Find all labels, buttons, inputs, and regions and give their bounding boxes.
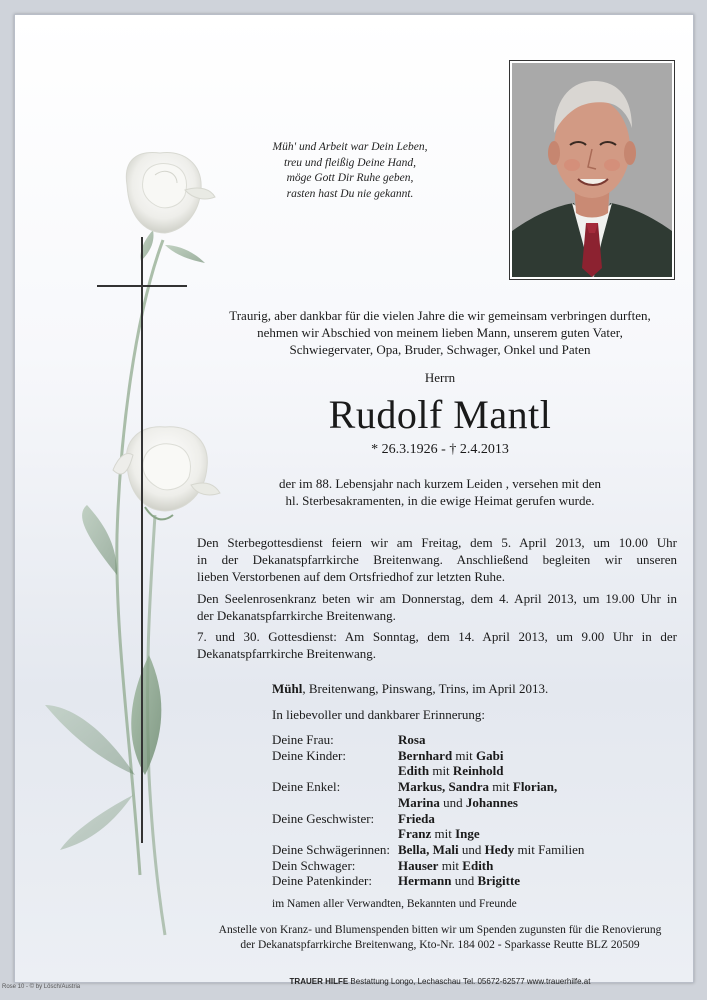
relative-role: Deine Enkel: [272, 779, 341, 795]
relatives-list [272, 732, 584, 889]
relative-name: Marina [398, 794, 440, 810]
cross-horizontal-bar [97, 285, 187, 287]
deceased-name: Rudolf Mantl [328, 392, 552, 437]
donation-line: der Dekanatspfarrkirche Breitenwang, Kto-Nr. 184 002 - Sparkasse Reutte BLZ 20509 [240, 939, 640, 951]
relative-name: Brigitte [477, 873, 521, 889]
portrait-photo [509, 60, 675, 280]
relative-name: Edith [462, 857, 494, 873]
relative-role [272, 763, 398, 779]
donation-line: Anstelle von Kranz- und Blumenspenden bitten wir um Spenden zugunsten für die Renovierung [218, 924, 662, 936]
relative-connector: mit [429, 763, 453, 779]
relative-name: Gabi [476, 747, 504, 763]
relative-names [398, 748, 503, 764]
relative-connector: mit [431, 826, 456, 842]
life-dates: * 26.3.1926 - † 2.4.2013 [371, 442, 509, 457]
obituary-card [14, 14, 694, 986]
relative-row [272, 795, 584, 811]
donation-note [195, 923, 685, 953]
memory-heading: In liebevoller und dankbarer Erinnerung: [272, 707, 485, 722]
verse-line: möge Gott Dir Ruhe geben, [286, 172, 414, 184]
relative-connector: und [439, 794, 466, 810]
footer-brand: TRAUER HILFE [289, 977, 349, 986]
place-bold: Mühl [272, 681, 303, 696]
relative-role: Deine Geschwister: [272, 810, 375, 826]
relative-name: Hauser [398, 857, 439, 873]
relative-name: Johannes [465, 794, 518, 810]
relative-name: Bella, Mali [398, 841, 459, 857]
relative-role: Deine Patenkinder: [272, 873, 372, 889]
relative-names [398, 826, 480, 842]
intro-text [195, 307, 685, 358]
relative-names [398, 779, 557, 795]
relative-row [272, 763, 584, 779]
paragraph-line: Den Sterbegottesdienst feiern wir am Freitag, dem 5. April 2013, um 10.00 Uhr [197, 535, 677, 550]
funeral-service-paragraph [197, 534, 677, 585]
relative-row [272, 732, 584, 748]
relative-name: Bernhard [398, 747, 453, 763]
relative-connector: mit [438, 857, 463, 873]
relative-connector: mit [489, 779, 513, 795]
relative-name: Hedy [484, 841, 515, 857]
relative-name: Edith [398, 763, 430, 779]
relative-role: Deine Kinder: [272, 747, 347, 763]
relative-names [398, 732, 425, 748]
relative-name: Frieda [398, 810, 435, 826]
relative-name: Hermann [398, 873, 452, 889]
relative-names [398, 858, 493, 874]
paragraph-line: in der Dekanatspfarrkirche Breitenwang. Anschließend begleiten wir unseren [197, 552, 677, 567]
relative-row [272, 858, 584, 874]
footer-text: Bestattung Longo, Lechaschau Tel. 05672-62577 www.trauerhilfe.at [348, 977, 591, 986]
paragraph-line: der Dekanatspfarrkirche Breitenwang. [197, 608, 396, 623]
paragraph-line: 7. und 30. Gottesdienst: Am Sonntag, dem 14. April 2013, um 9.00 Uhr in der [197, 629, 677, 644]
relative-role [272, 795, 398, 811]
closing-line: im Namen aller Verwandten, Bekannten und Freunde [272, 898, 517, 910]
relative-name: Franz [398, 826, 432, 842]
paragraph-line: Den Seelenrosenkranz beten wir am Donnerstag, dem 4. April 2013, um 19.00 Uhr in [197, 591, 677, 606]
paragraph-line: Dekanatspfarrkirche Breitenwang. [197, 646, 377, 661]
memorial-mass-paragraph [197, 628, 677, 662]
relative-role: Dein Schwager: [272, 857, 356, 873]
funeral-home-footer [195, 977, 685, 986]
relative-names [398, 795, 518, 811]
verse-line: treu und fleißig Deine Hand, [283, 156, 417, 169]
honorific: Herrn [424, 370, 456, 385]
relative-names [398, 873, 520, 889]
intro-line: nehmen wir Abschied von meinem lieben Mann, unserem guten Vater, [257, 325, 623, 340]
intro-line: Schwiegervater, Opa, Bruder, Schwager, Onkel und Paten [289, 342, 591, 357]
relative-names [398, 811, 435, 827]
relative-row [272, 779, 584, 795]
relative-role: Deine Frau: [272, 732, 334, 747]
relative-name: Reinhold [452, 763, 504, 779]
place-rest: , Breitenwang, Pinswang, Trins, im April 2013. [302, 681, 549, 696]
verse-line: Müh' und Arbeit war Dein Leben, [272, 141, 428, 153]
about-line: der im 88. Lebensjahr nach kurzem Leiden , versehen mit den [279, 476, 601, 491]
cross-vertical-bar [141, 237, 143, 843]
relative-connector: und [451, 873, 478, 889]
relative-connector: mit [452, 747, 477, 763]
relative-connector: und [458, 841, 485, 857]
copyright-note: Rose 10 - © by Lösch/Austria [2, 984, 81, 990]
relative-name: Markus, Sandra [398, 779, 490, 795]
relative-row [272, 873, 584, 889]
rosary-paragraph [197, 590, 677, 624]
relative-names [398, 763, 504, 779]
verse-line: rasten hast Du nie gekannt. [286, 187, 414, 200]
relative-names [398, 842, 584, 858]
relative-role [272, 826, 398, 842]
death-notice-text [195, 475, 685, 509]
paragraph-line: lieben Verstorbenen auf dem Ortsfriedhof zur letzten Ruhe. [197, 569, 506, 584]
relative-row [272, 811, 584, 827]
memorial-verse [240, 140, 460, 202]
relative-row [272, 842, 584, 858]
relative-row [272, 748, 584, 764]
relative-name: Inge [455, 826, 480, 842]
relative-row [272, 826, 584, 842]
intro-line: Traurig, aber dankbar für die vielen Jahre die wir gemeinsam verbringen durften, [229, 308, 651, 323]
place-and-date [272, 681, 548, 697]
relative-name: Rosa [398, 732, 426, 747]
relative-name: Florian, [512, 779, 558, 795]
relative-role: Deine Schwägerinnen: [272, 841, 391, 857]
about-line: hl. Sterbesakramenten, in die ewige Heimat gerufen wurde. [285, 493, 595, 508]
portrait-image [512, 63, 672, 277]
relative-connector: mit Familien [514, 841, 585, 857]
